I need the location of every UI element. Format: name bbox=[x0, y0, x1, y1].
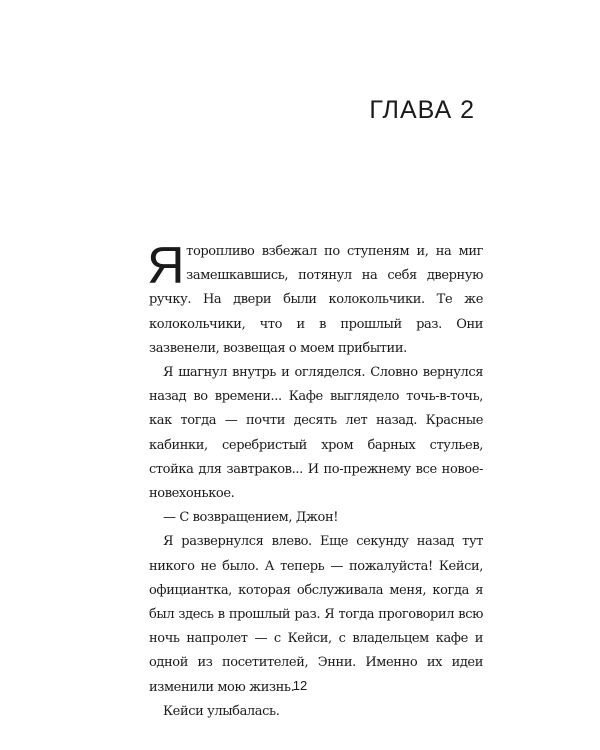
paragraph-1-text: торопливо взбежал по ступеням и, на миг замешкавшись, потянул на себя дверную ручку. На двери были колокольчики. Те же колокольчики, что и в прошлый раз. Они зазвенели, возвещая о моем прибытии. bbox=[149, 244, 483, 356]
paragraph-3: — С возвращением, Джон! bbox=[163, 510, 339, 526]
paragraph-1 bbox=[147, 237, 483, 361]
chapter-body bbox=[147, 237, 483, 724]
drop-cap: Я bbox=[147, 237, 185, 295]
paragraph-4: Я развернулся влево. Еще секунду назад тут никого не было. А теперь — пожалуйста! Кейси, официантка, которая обслуживала меня, когда я был здесь в прошлый раз. Я тогда проговорил всю ночь напролет — с Кейси, с владельцем кафе и одной из посетителей, Энни. Именно их идеи изменили мою жизнь. bbox=[149, 534, 483, 695]
paragraph-5: Кейси улыбалась. bbox=[163, 703, 280, 719]
page-number: 12 bbox=[292, 678, 308, 693]
chapter-title: ГЛАВА 2 bbox=[369, 96, 475, 124]
paragraph-2: Я шагнул внутрь и огляделся. Словно вернулся назад во времени... Кафе выглядело точь-в-точь, как тогда — почти десять лет назад. Красные кабинки, серебристый хром барных стульев, стойка для завтраков... И по-прежнему все новое-новехонькое. bbox=[149, 365, 483, 502]
